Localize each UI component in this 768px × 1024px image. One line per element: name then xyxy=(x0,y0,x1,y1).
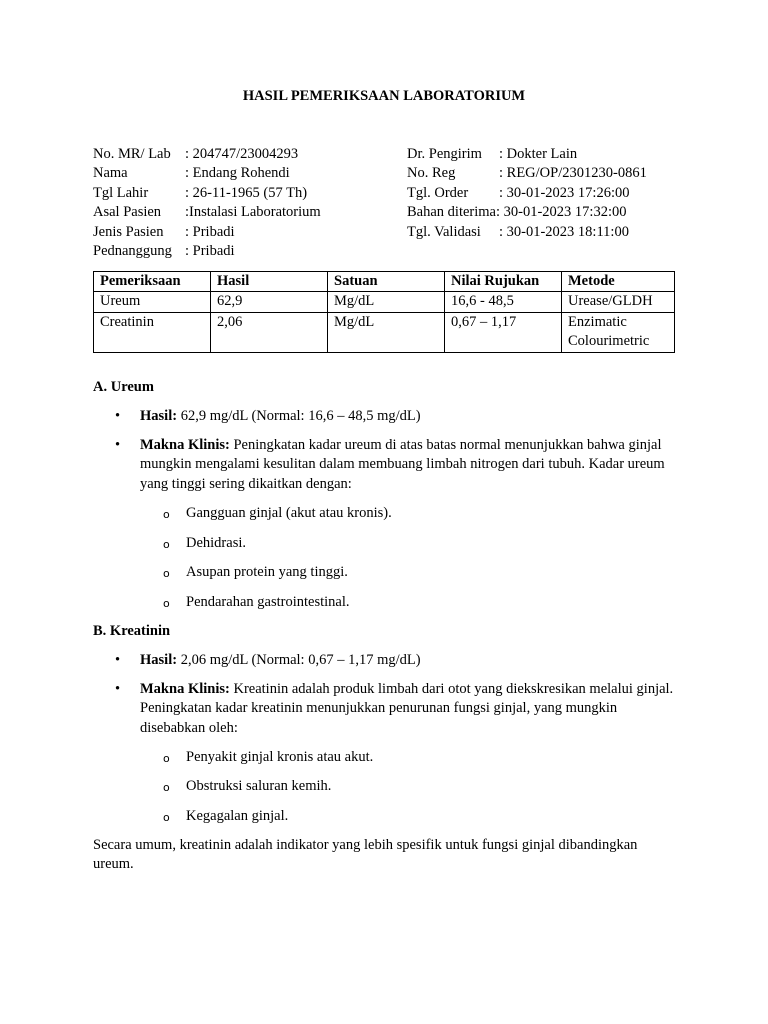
table-cell: 0,67 – 1,17 xyxy=(445,312,562,352)
info-value: : 30-01-2023 17:32:00 xyxy=(495,204,627,221)
info-label: No. Reg xyxy=(407,165,456,182)
info-value: : Pribadi xyxy=(185,243,235,260)
bullet-text xyxy=(140,407,675,426)
bullet-dot: • xyxy=(115,681,121,697)
info-row xyxy=(407,164,687,183)
column-header: Metode xyxy=(562,272,675,292)
table-cell: 62,9 xyxy=(211,292,328,312)
column-header: Hasil xyxy=(211,272,328,292)
document-title: HASIL PEMERIKSAAN LABORATORIUM xyxy=(242,88,526,104)
list-item-text: Penyakit ginjal kronis atau akut. xyxy=(186,749,374,765)
table-row xyxy=(94,292,675,312)
bullet-content: Peningkatan kadar ureum di atas batas normal menunjukkan bahwa ginjal mungkin mengalami kesulitan dalam membuang limbah nitrogen dari tubuh. Kadar ureum yang tinggi sering dikaitkan dengan: xyxy=(140,437,665,492)
circle-bullet-icon: o xyxy=(163,508,170,521)
info-label: Tgl. Validasi xyxy=(407,223,481,240)
info-row xyxy=(407,145,687,164)
bullet-label: Hasil: xyxy=(140,408,178,424)
table-cell: Mg/dL xyxy=(328,312,445,352)
info-row xyxy=(407,203,687,222)
bullet-label: Hasil: xyxy=(140,652,178,668)
info-label: Bahan diterima xyxy=(407,204,496,221)
bullet-text xyxy=(140,651,675,670)
section-heading-kreatinin: B. Kreatinin xyxy=(93,623,171,639)
bullet-label: Makna Klinis: xyxy=(140,681,230,697)
circle-bullet-icon: o xyxy=(163,597,170,610)
section-heading-ureum: A. Ureum xyxy=(93,379,154,395)
bullet-content: 62,9 mg/dL (Normal: 16,6 – 48,5 mg/dL) xyxy=(177,408,421,424)
patient-info-left xyxy=(93,145,393,261)
info-value: : 30-01-2023 17:26:00 xyxy=(499,184,630,201)
info-row xyxy=(93,242,393,261)
table-cell: 2,06 xyxy=(211,312,328,352)
patient-info-right xyxy=(407,145,687,242)
circle-bullet-icon: o xyxy=(163,811,170,824)
table-cell: Urease/GLDH xyxy=(562,292,675,312)
conclusion-paragraph: Secara umum, kreatinin adalah indikator yang lebih spesifik untuk fungsi ginjal dibandingkan ureum. xyxy=(93,837,638,873)
circle-bullet-icon: o xyxy=(163,752,170,765)
list-item-text: Gangguan ginjal (akut atau kronis). xyxy=(186,505,392,521)
column-header: Satuan xyxy=(328,272,445,292)
table-cell: Ureum xyxy=(94,292,211,312)
list-item-text: Obstruksi saluran kemih. xyxy=(186,778,332,794)
bullet-content: Kreatinin adalah produk limbah dari otot yang diekskresikan melalui ginjal. Peningkatan kadar kreatinin menunjukkan penurunan fungsi ginjal, yang mungkin disebabkan oleh: xyxy=(140,681,674,736)
table-cell: 16,6 - 48,5 xyxy=(445,292,562,312)
circle-bullet-icon: o xyxy=(163,781,170,794)
info-value: : 204747/23004293 xyxy=(185,146,299,162)
info-value: : Endang Rohendi xyxy=(185,165,290,182)
bullet-label: Makna Klinis: xyxy=(140,437,230,453)
table-cell: Mg/dL xyxy=(328,292,445,312)
metode-line: Enzimatic xyxy=(568,313,627,330)
info-value: :Instalasi Laboratorium xyxy=(185,204,321,221)
column-header: Pemeriksaan xyxy=(94,272,211,292)
list-item-text: Asupan protein yang tinggi. xyxy=(186,564,348,580)
table-header-row xyxy=(94,272,675,292)
info-label: Jenis Pasien xyxy=(93,223,164,240)
info-value: : 30-01-2023 18:11:00 xyxy=(499,223,629,240)
table-row xyxy=(94,312,675,352)
lab-results-table xyxy=(93,271,675,353)
info-row xyxy=(93,145,393,164)
bullet-dot: • xyxy=(115,437,121,453)
bullet-text xyxy=(140,680,675,738)
info-value: : 26-11-1965 (57 Th) xyxy=(185,184,308,201)
list-item-text: Pendarahan gastrointestinal. xyxy=(186,594,350,610)
info-label: Tgl. Order xyxy=(407,184,469,201)
info-value: : Dokter Lain xyxy=(499,146,578,162)
info-label: Pednanggung xyxy=(93,243,172,260)
info-row xyxy=(93,203,393,222)
column-header: Nilai Rujukan xyxy=(445,272,562,292)
info-label: Asal Pasien xyxy=(93,204,162,221)
bullet-text xyxy=(140,436,675,494)
bullet-content: 2,06 mg/dL (Normal: 0,67 – 1,17 mg/dL) xyxy=(177,652,421,668)
info-row xyxy=(407,184,687,203)
info-row xyxy=(407,223,687,242)
info-value: : REG/OP/2301230-0861 xyxy=(499,165,647,182)
bullet-dot: • xyxy=(115,408,121,424)
table-cell: Creatinin xyxy=(94,312,211,352)
circle-bullet-icon: o xyxy=(163,538,170,551)
table-cell xyxy=(562,312,675,352)
info-row xyxy=(93,164,393,183)
list-item-text: Kegagalan ginjal. xyxy=(186,808,289,824)
info-label: Tgl Lahir xyxy=(93,184,149,201)
info-row xyxy=(93,184,393,203)
info-label: Nama xyxy=(93,165,128,182)
metode-line: Colourimetric xyxy=(568,333,650,350)
info-row xyxy=(93,223,393,242)
bullet-dot: • xyxy=(115,652,121,668)
list-item-text: Dehidrasi. xyxy=(186,535,246,551)
info-value: : Pribadi xyxy=(185,223,235,240)
info-label: Dr. Pengirim xyxy=(407,146,482,162)
circle-bullet-icon: o xyxy=(163,567,170,580)
info-label: No. MR/ Lab xyxy=(93,146,171,162)
